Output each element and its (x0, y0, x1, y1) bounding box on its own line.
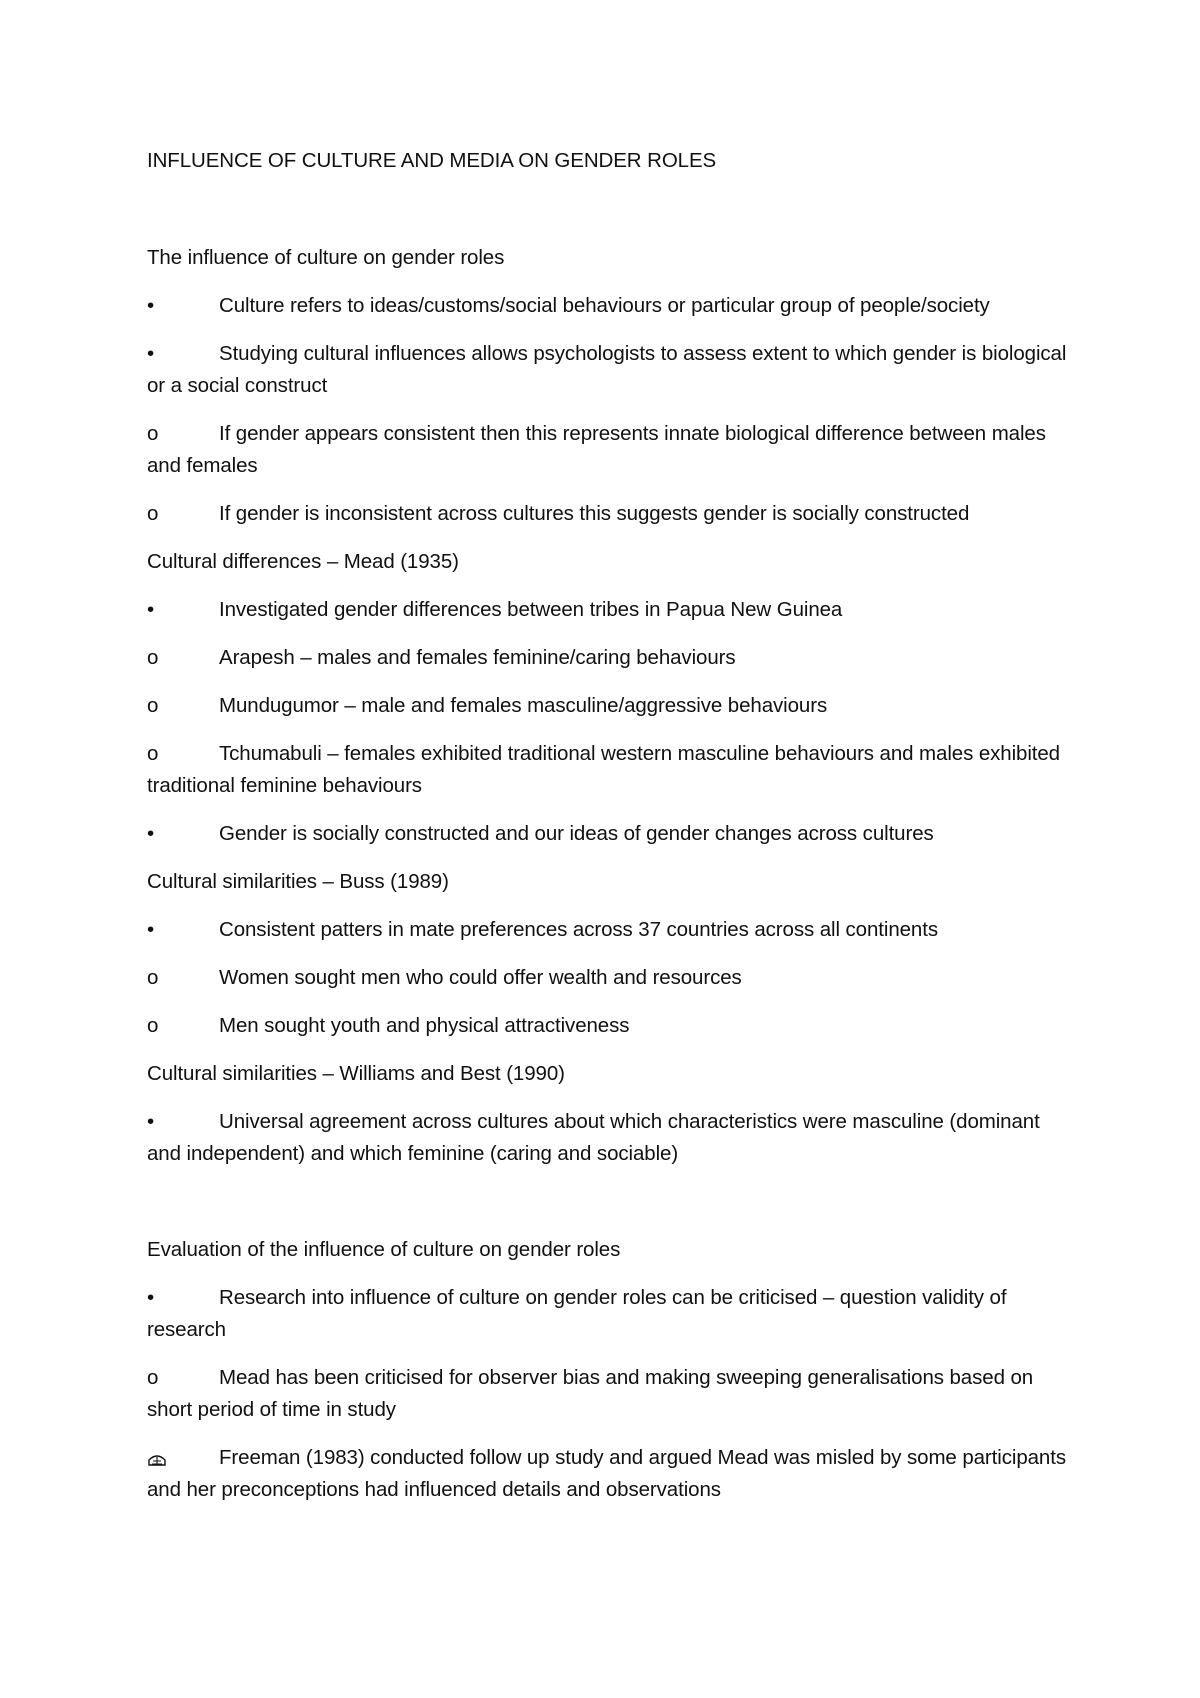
list-item (147, 1282, 1077, 1346)
list-item-text: Culture refers to ideas/customs/social behaviours or particular group of people/society (219, 294, 990, 317)
section-heading: Cultural similarities – Williams and Best (1990) (147, 1062, 565, 1085)
list-item-text: Research into influence of culture on gender roles can be criticised – question validity of research (147, 1286, 1007, 1341)
list-item (147, 1442, 1077, 1506)
list-item-text: Mundugumor – male and females masculine/aggressive behaviours (219, 694, 828, 717)
list-item (147, 594, 1077, 626)
section-heading: Cultural similarities – Buss (1989) (147, 870, 449, 893)
list-item (147, 290, 1077, 322)
bullet-marker: • (147, 598, 155, 621)
list-item (147, 498, 1077, 530)
bullet-marker: • (147, 822, 155, 845)
list-item-text: Freeman (1983) conducted follow up study and argued Mead was misled by some participants and her preconceptions had influenced details and observations (147, 1446, 1066, 1501)
sub-bullet-marker: o (147, 1014, 159, 1037)
list-item-text: If gender is inconsistent across cultures this suggests gender is socially constructed (219, 502, 970, 525)
document-title: INFLUENCE OF CULTURE AND MEDIA ON GENDER ROLES (147, 149, 717, 172)
list-item (147, 1010, 1077, 1042)
list-item (147, 690, 1077, 722)
sub-bullet-marker: o (147, 966, 159, 989)
section-heading: Cultural differences – Mead (1935) (147, 550, 459, 573)
list-item-text: Studying cultural influences allows psychologists to assess extent to which gender is biological or a social construct (147, 342, 1067, 397)
list-item-text: Arapesh – males and females feminine/caring behaviours (219, 646, 736, 669)
list-item (147, 914, 1077, 946)
section-heading: Evaluation of the influence of culture on gender roles (147, 1238, 621, 1261)
list-item-text: Consistent patters in mate preferences across 37 countries across all continents (219, 918, 938, 941)
list-item-text: Investigated gender differences between tribes in Papua New Guinea (219, 598, 843, 621)
list-item-text: Women sought men who could offer wealth and resources (219, 966, 742, 989)
sub-bullet-marker: o (147, 694, 159, 717)
list-item (147, 338, 1077, 402)
sub-bullet-marker: o (147, 646, 159, 669)
list-item-text: Men sought youth and physical attractiveness (219, 1014, 630, 1037)
sub-bullet-marker: o (147, 1366, 159, 1389)
list-item (147, 642, 1077, 674)
list-item (147, 1106, 1077, 1170)
list-item (147, 738, 1077, 802)
sub-bullet-marker: o (147, 502, 159, 525)
bullet-marker: • (147, 294, 155, 317)
document-body (147, 145, 1077, 1522)
list-item-text: Mead has been criticised for observer bias and making sweeping generalisations based on short period of time in study (147, 1366, 1034, 1421)
bullet-marker: • (147, 342, 155, 365)
list-item (147, 418, 1077, 482)
wingdings-symbol-icon (147, 1442, 219, 1474)
list-item-text: If gender appears consistent then this represents innate biological difference between males and females (147, 422, 1046, 477)
list-item (147, 962, 1077, 994)
list-item-text: Gender is socially constructed and our ideas of gender changes across cultures (219, 822, 934, 845)
list-item-text: Universal agreement across cultures about which characteristics were masculine (dominant and independent) and which feminine (caring and sociable) (147, 1110, 1040, 1165)
bullet-marker: • (147, 918, 155, 941)
list-item (147, 1362, 1077, 1426)
section-heading: The influence of culture on gender roles (147, 246, 505, 269)
blank-line (147, 1186, 1077, 1234)
bullet-marker: • (147, 1286, 155, 1309)
list-item-text: Tchumabuli – females exhibited traditional western masculine behaviours and males exhibited traditional feminine behaviours (147, 742, 1060, 797)
sub-bullet-marker: o (147, 742, 159, 765)
list-item (147, 818, 1077, 850)
sub-bullet-marker: o (147, 422, 159, 445)
bullet-marker: • (147, 1110, 155, 1133)
